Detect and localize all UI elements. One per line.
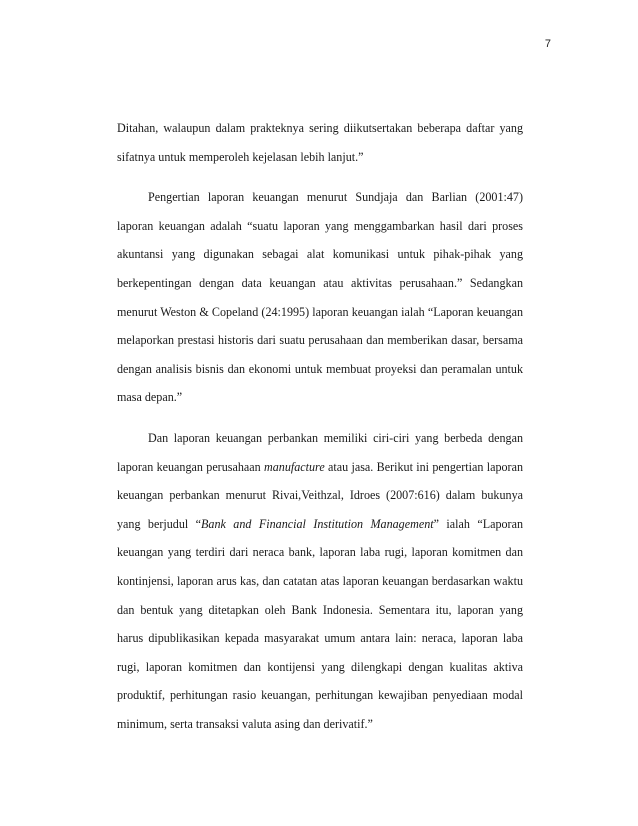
paragraph-2 [117,183,523,412]
page-number: 7 [544,38,551,50]
paragraph-3 [117,424,523,739]
paragraph-3-text-c: ” ialah “Laporan keuangan yang terdiri dari neraca bank, laporan laba rugi, laporan komitmen dan kontinjensi, laporan arus kas, dan catatan atas laporan keuangan berdasarkan waktu dan bentuk yang ditetapkan oleh Bank Indonesia. Sementara itu, laporan yang harus dipublikasikan kepada masyarakat umum antara lain: neraca, laporan laba rugi, laporan komitmen dan kontijensi yang dilengkapi dengan kualitas aktiva produktif, perhitungan rasio keuangan, perhitungan kewajiban penyediaan modal minimum, serta transaksi valuta asing dan derivatif.” [117,516,523,731]
document-body [117,114,523,738]
paragraph-1 [117,114,523,171]
paragraph-3-text-b: atau jasa. Berikut ini pengertian laporan keuangan perbankan menurut Rivai,Veithzal, Idroes (2007:616) dalam bukunya yang berjudul “ [117,459,523,531]
italic-book-title: Bank and Financial Institution Management [201,516,434,531]
paragraph-3-text-a: Dan laporan keuangan perbankan memiliki ciri-ciri yang berbeda dengan laporan keuangan perusahaan [117,430,523,474]
italic-term-manufacture: manufacture [264,459,325,474]
paragraph-2-text: Pengertian laporan keuangan menurut Sundjaja dan Barlian (2001:47) laporan keuangan adalah “suatu laporan yang menggambarkan hasil dari proses akuntansi yang digunakan sebagai alat komunikasi untuk pihak-pihak yang berkepentingan dengan data keuangan atau aktivitas perusahaan.” Sedangkan menurut Weston & Copeland (24:1995) laporan keuangan ialah “Laporan keuangan melaporkan prestasi historis dari suatu perusahaan dan memberikan dasar, bersama dengan analisis bisnis dan ekonomi untuk membuat proyeksi dan peramalan untuk masa depan.” [117,190,523,405]
paragraph-1-text: Ditahan, walaupun dalam prakteknya sering diikutsertakan beberapa daftar yang sifatnya untuk memperoleh kejelasan lebih lanjut.” [117,121,523,164]
